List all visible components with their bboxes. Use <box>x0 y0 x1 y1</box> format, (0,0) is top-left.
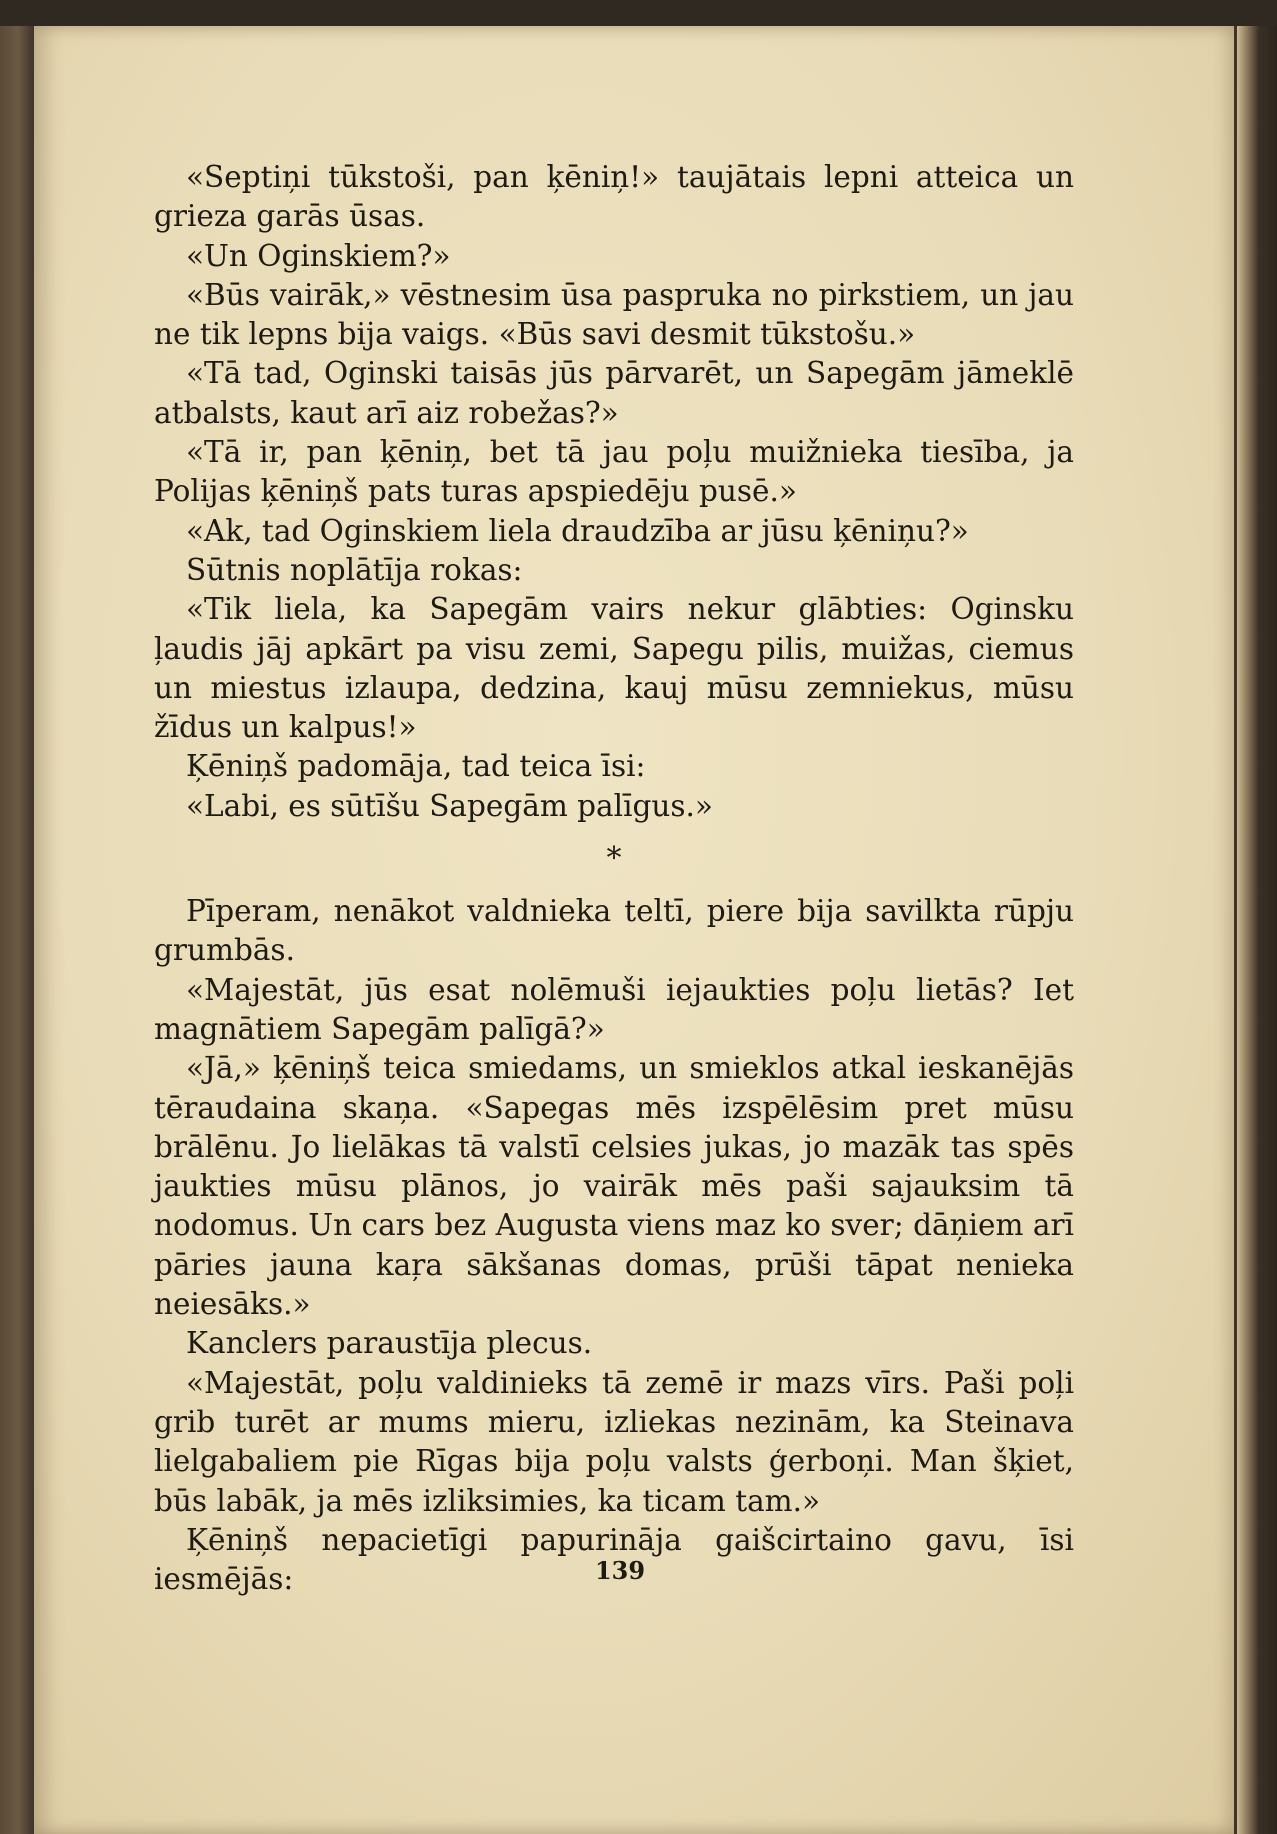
section-break-asterisk: * <box>606 841 622 877</box>
paragraph: Sūtnis noplātīja rokas: <box>186 552 523 587</box>
paragraph: «Tā tad, Oginski taisās jūs pārvarēt, un Sapegām jāmeklē atbalsts, kaut arī aiz robežas?» <box>154 356 1074 430</box>
book-top-edge <box>0 0 1277 26</box>
paragraph: «Ak, tad Oginskiem liela draudzība ar jūsu ķēniņu?» <box>186 513 969 548</box>
book-binding-edge <box>1237 26 1277 1834</box>
paragraph: Ķēniņš padomāja, tad teica īsi: <box>186 749 646 784</box>
paragraph: Pīperam, nenākot valdnieka teltī, piere bija savilkta rūpju grumbās. <box>154 894 1074 968</box>
page-number: 139 <box>594 1556 646 1585</box>
paragraph: «Tā ir, pan ķēniņ, bet tā jau poļu muižnieka tiesība, ja Polijas ķēniņš pats turas apspiedēju pusē.» <box>154 435 1074 509</box>
paragraph: «Labi, es sūtīšu Sapegām palīgus.» <box>186 788 713 823</box>
paragraph: Kanclers paraustīja plecus. <box>186 1326 593 1361</box>
paragraph: «Tik liela, ka Sapegām vairs nekur glābties: Oginsku ļaudis jāj apkārt pa visu zemi, Sapegu pilis, muižas, ciemus un miestus izlaupa, dedzina, kauj mūsu zemniekus, mūsu žīdus un kalpus!» <box>154 592 1074 745</box>
paragraph: «Būs vairāk,» vēstnesim ūsa paspruka no pirkstiem, un jau ne tik lepns bija vaigs. «Būs savi desmit tūkstošu.» <box>154 277 1074 352</box>
paragraph: «Majestāt, poļu valdinieks tā zemē ir mazs vīrs. Paši poļi grib turēt ar mums mieru, izliekas nezinām, ka Steinava lielgabaliem pie Rīgas bija poļu valsts ģerboņi. Man šķiet, būs labāk, ja mēs izliksimies, ka ticam tam.» <box>154 1365 1074 1518</box>
paragraph: «Jā,» ķēniņš teica smiedams, un smieklos atkal ieskanējās tēraudaina skaņa. «Sapegas mēs izspēlēsim pret mūsu brālēnu. Jo lielākas tā valstī celsies jukas, jo mazāk tas spēs jaukties mūsu plānos, jo vairāk mēs paši sajauksim tā nodomus. Un cars bez Augusta viens maz ko sver; dāņiem arī pāries jauna kaŗa sākšanas domas, prūši tāpat nenieka neiesāks.» <box>154 1051 1074 1322</box>
paragraph: «Un Oginskiem?» <box>186 238 451 273</box>
paragraph: «Septiņi tūkstoši, pan ķēniņ!» taujātais lepni atteica un grieza garās ūsas. <box>154 160 1074 234</box>
paragraph: Ķēniņš nepacietīgi papurināja gaišcirtaino gavu, īsi iesmējās: <box>154 1522 1074 1597</box>
page-text <box>154 158 1074 1599</box>
paragraph: «Majestāt, jūs esat nolēmuši iejaukties poļu lietās? Iet magnātiem Sapegām palīgā?» <box>154 972 1074 1046</box>
